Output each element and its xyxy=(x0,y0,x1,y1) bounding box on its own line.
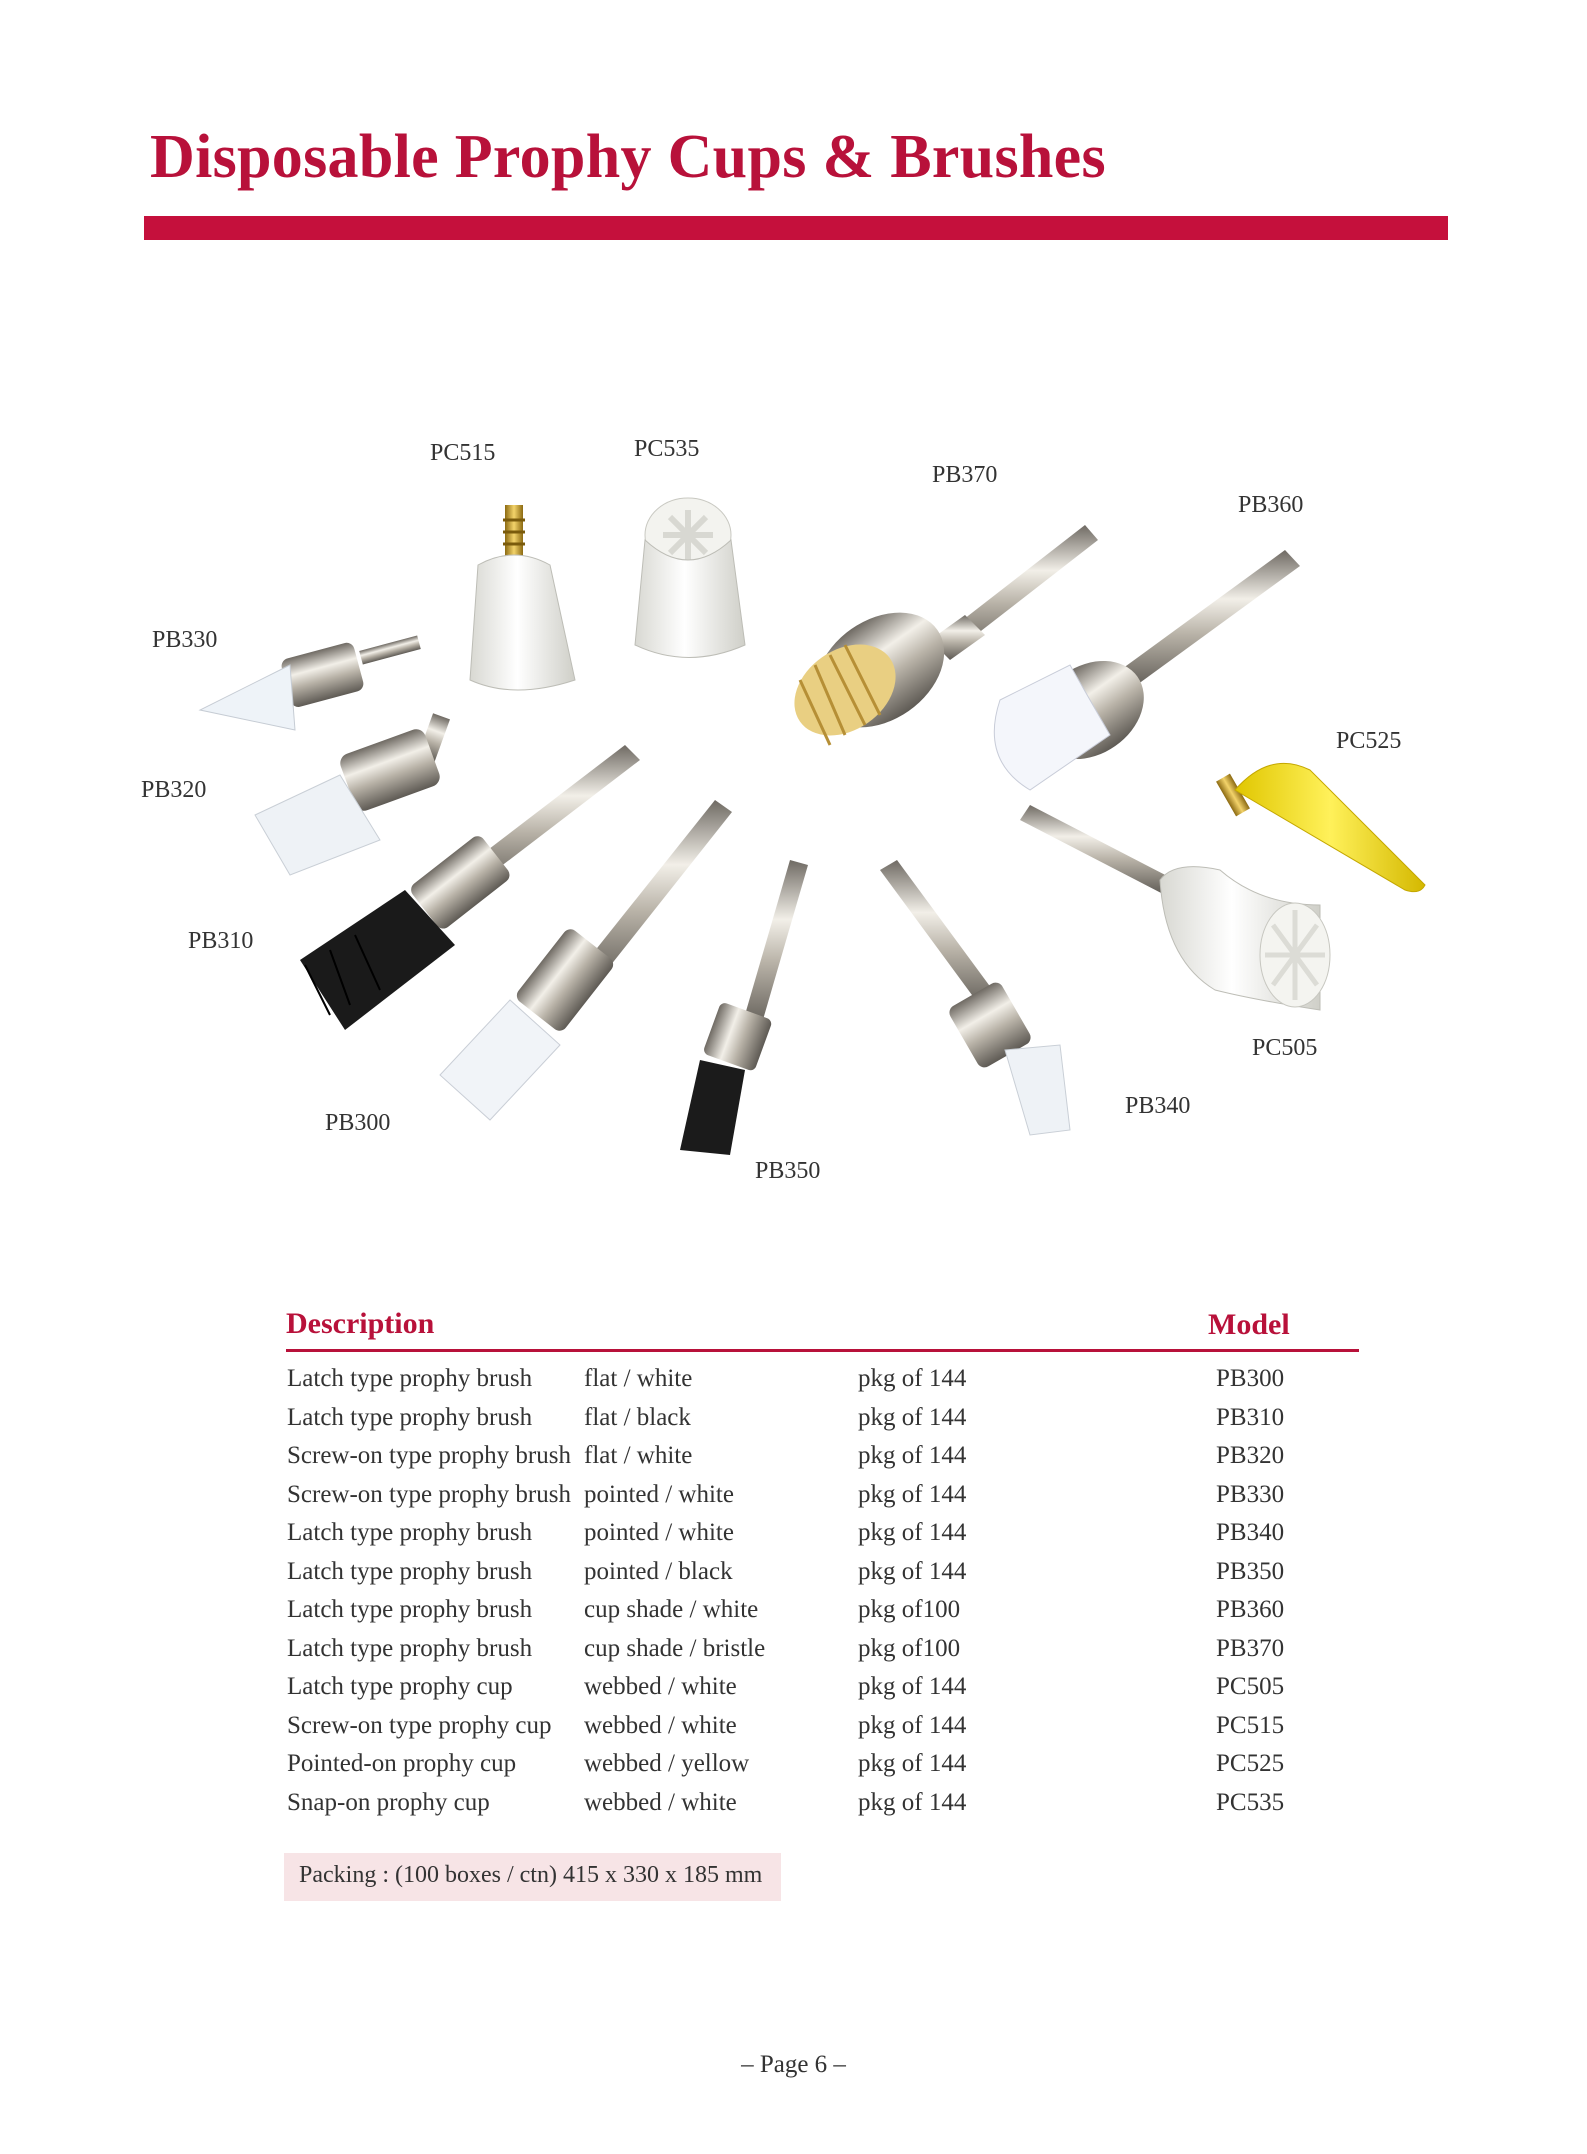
table-header-model: Model xyxy=(1208,1308,1290,1341)
cell-type: Screw-on type prophy brush xyxy=(287,1442,571,1469)
table-row xyxy=(0,1365,1587,1403)
table-row xyxy=(0,1404,1587,1442)
table-row xyxy=(0,1558,1587,1596)
cell-type: Latch type prophy brush xyxy=(287,1557,533,1585)
cell-pkg: pkg of 144 xyxy=(858,1442,967,1469)
cell-model: PB340 xyxy=(1216,1519,1285,1546)
cell-shape: webbed / white xyxy=(584,1711,737,1739)
cell-pkg: pkg of100 xyxy=(858,1634,961,1662)
cell-shape: flat / black xyxy=(584,1403,691,1431)
cell-pkg: pkg of 144 xyxy=(858,1750,967,1777)
label-pc515: PC515 xyxy=(430,440,496,466)
page-number: – Page 6 – xyxy=(741,2051,846,2078)
cell-shape: webbed / white xyxy=(584,1673,737,1700)
table-row xyxy=(0,1789,1587,1827)
cell-shape: cup shade / white xyxy=(584,1596,759,1623)
pb330-product xyxy=(200,635,421,730)
pb320-product xyxy=(255,713,450,875)
label-pc525: PC525 xyxy=(1336,728,1402,754)
cell-type: Pointed-on prophy cup xyxy=(287,1750,517,1777)
cell-type: Latch type prophy brush xyxy=(287,1634,533,1662)
table-row xyxy=(0,1596,1587,1634)
cell-shape: pointed / black xyxy=(584,1557,733,1585)
cell-pkg: pkg of100 xyxy=(858,1596,961,1623)
cell-type: Screw-on type prophy brush xyxy=(287,1480,571,1508)
cell-shape: flat / white xyxy=(584,1365,693,1392)
pb360-product xyxy=(994,550,1300,790)
cell-model: PB360 xyxy=(1216,1596,1285,1623)
cell-type: Snap-on prophy cup xyxy=(287,1788,490,1816)
cell-type: Latch type prophy brush xyxy=(287,1403,533,1431)
label-pb320: PB320 xyxy=(141,777,207,803)
label-pb360: PB360 xyxy=(1238,492,1304,518)
label-pb330: PB330 xyxy=(152,627,218,653)
cell-pkg: pkg of 144 xyxy=(858,1480,967,1508)
cell-type: Latch type prophy brush xyxy=(287,1365,533,1392)
cell-type: Screw-on type prophy cup xyxy=(287,1711,552,1739)
label-pb310: PB310 xyxy=(188,928,254,954)
table-row xyxy=(0,1750,1587,1788)
table-row xyxy=(0,1519,1587,1557)
cell-model: PB300 xyxy=(1216,1365,1285,1392)
table-row xyxy=(0,1673,1587,1711)
label-pb370: PB370 xyxy=(932,462,998,488)
cell-pkg: pkg of 144 xyxy=(858,1365,967,1392)
pc535-product xyxy=(635,498,745,658)
cell-model: PC505 xyxy=(1216,1673,1285,1700)
cell-model: PB350 xyxy=(1216,1557,1285,1585)
label-pb340: PB340 xyxy=(1125,1093,1191,1119)
table-header-rule xyxy=(286,1349,1359,1352)
cell-pkg: pkg of 144 xyxy=(858,1673,967,1700)
table-row xyxy=(0,1712,1587,1750)
cell-model: PC535 xyxy=(1216,1788,1285,1816)
table-row xyxy=(0,1442,1587,1480)
table-header-description: Description xyxy=(286,1307,435,1340)
cell-model: PB370 xyxy=(1216,1634,1285,1662)
label-pc535: PC535 xyxy=(634,436,700,462)
table-row xyxy=(0,1481,1587,1519)
cell-model: PC515 xyxy=(1216,1711,1285,1739)
cell-pkg: pkg of 144 xyxy=(858,1788,967,1816)
cell-shape: flat / white xyxy=(584,1442,693,1469)
cell-shape: pointed / white xyxy=(584,1519,734,1546)
cell-model: PB310 xyxy=(1216,1403,1285,1431)
label-pb300: PB300 xyxy=(325,1110,391,1136)
cell-type: Latch type prophy cup xyxy=(287,1673,513,1700)
pb350-product xyxy=(680,860,808,1155)
cell-pkg: pkg of 144 xyxy=(858,1403,967,1431)
cell-model: PB320 xyxy=(1216,1442,1285,1469)
cell-model: PB330 xyxy=(1216,1480,1285,1508)
table-row xyxy=(0,1635,1587,1673)
pc525-product xyxy=(1216,763,1425,891)
label-pc505: PC505 xyxy=(1252,1035,1318,1061)
packing-note xyxy=(284,1853,781,1901)
packing-text: Packing : (100 boxes / ctn) 415 x 330 x 185 mm xyxy=(299,1862,763,1888)
cell-pkg: pkg of 144 xyxy=(858,1557,967,1585)
cell-model: PC525 xyxy=(1216,1750,1285,1777)
pc505-product xyxy=(1020,805,1330,1010)
pb340-product xyxy=(880,860,1070,1135)
cell-shape: webbed / yellow xyxy=(584,1750,750,1777)
page-title: Disposable Prophy Cups & Brushes xyxy=(150,123,1106,191)
cell-type: Latch type prophy brush xyxy=(287,1596,533,1623)
cell-shape: webbed / white xyxy=(584,1788,737,1816)
cell-pkg: pkg of 144 xyxy=(858,1519,967,1546)
cell-pkg: pkg of 144 xyxy=(858,1711,967,1739)
cell-shape: cup shade / bristle xyxy=(584,1634,766,1662)
pc515-product xyxy=(470,505,575,690)
label-pb350: PB350 xyxy=(755,1158,821,1184)
cell-shape: pointed / white xyxy=(584,1480,734,1508)
cell-type: Latch type prophy brush xyxy=(287,1519,533,1546)
